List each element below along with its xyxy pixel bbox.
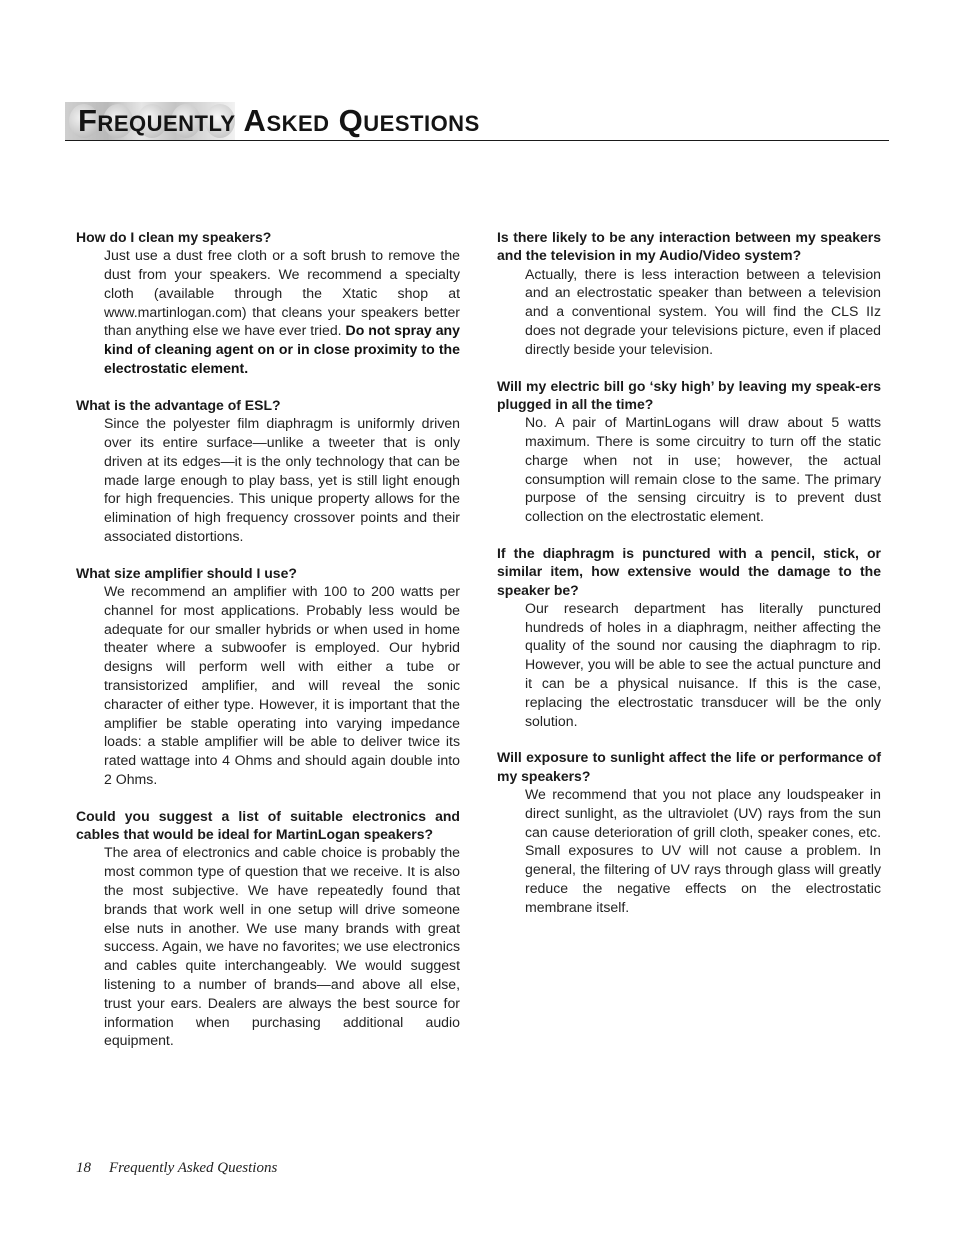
faq-answer: The area of electronics and cable choice is probably the most common type of question that we receive. It is also the most subjective. We have repeatedly found that brands that work well in one setup will drive someone else nuts in another. We use many brands with great success. Again, we have no favorites; we use electronics and cables quite interchangeably. We would suggest listening to a number of brands—and above all else, trust your ears. Dealers are always the best source for information when purchasing additional audio equipment.	[104, 844, 460, 1049]
page-header	[65, 102, 889, 141]
faq-question: If the diaphragm is punctured with a pencil, stick, or similar item, how extensive would the damage to the speaker be?	[497, 544, 881, 598]
faq-answer: Since the polyester film diaphragm is uniformly driven over its entire surface—unlike a tweeter that is only driven at its edges—it is the only technology that can be made large enough to play bass, yet is still light enough for high frequencies. This unique property allows for the elimination of high frequency crossover points and their associated distortions.	[104, 415, 460, 544]
faq-column-right	[497, 228, 881, 935]
faq-item	[76, 396, 460, 546]
faq-answer-text: Just use a dust free cloth or a soft brush to remove the dust from your speakers. We recommend a specialty cloth (available through the Xtatic shop at www.martinlogan.com) that cleans your speakers better than anything else we have ever tried.	[104, 247, 460, 339]
faq-item	[497, 748, 881, 916]
faq-answer: We recommend an amplifier with 100 to 200 watts per channel for most applications. Probably less would be adequate for our smaller hybrids or when used in home theater where a subwoofer is employed. Our hybrid designs will perform well with either a tube or transistorized amplifier, and will reveal the sonic character of either type. However, it is important that the amplifier be stable operating into varying impedance loads: a stable amplifier will be able to deliver twice its rated wattage into 4 Ohms and should again double into 2 Ohms.	[104, 583, 460, 788]
faq-answer-warning: Do not spray any kind of cleaning agent on or in close proximity to the electrostatic element.	[104, 322, 460, 377]
faq-item	[76, 807, 460, 1050]
faq-column-left	[76, 228, 460, 1068]
faq-item	[497, 228, 881, 359]
faq-question: Could you suggest a list of suitable electronics and cables that would be ideal for MartinLogan speakers?	[76, 807, 460, 843]
faq-question: What size amplifier should I use?	[76, 564, 297, 581]
page-footer	[76, 1160, 277, 1177]
faq-item	[76, 564, 460, 789]
footer-section-title: Frequently Asked Questions	[109, 1160, 278, 1176]
faq-question: Will my electric bill go ‘sky high’ by leaving my speak-ers plugged in all the time?	[497, 377, 881, 412]
faq-item	[497, 377, 881, 526]
faq-question: How do I clean my speakers?	[76, 229, 272, 245]
faq-answer: Our research department has literally punctured hundreds of holes in a diaphragm, neither affecting the quality of the sound nor causing the diaphragm to rip. However, you will be able to see the actual puncture and it can be a physical nuisance. If this is the case, replacing the electrostatic transducer will be the only solution.	[525, 599, 881, 729]
faq-answer: No. A pair of MartinLogans will draw about 5 watts maximum. There is some circuitry to turn off the static charge when not in use; however, the actual consumption will remain close to the same. The primary purpose of the sensing circuitry is to prevent dust collection on the electrostatic element.	[525, 414, 881, 525]
faq-answer	[104, 246, 460, 378]
faq-answer: We recommend that you not place any loudspeaker in direct sunlight, as the ultraviolet (UV) rays from the sun can cause deterioration of grill cloth, speaker cones, etc. Small exposures to UV will not cause a problem. In general, the filtering of UV rays through glass will greatly reduce the negative effects on the electrostatic membrane itself.	[525, 786, 881, 915]
faq-item	[76, 228, 460, 378]
faq-question: What is the advantage of ESL?	[76, 396, 281, 413]
page-title: Frequently Asked Questions	[78, 103, 480, 138]
faq-question: Will exposure to sunlight affect the life or performance of my speakers?	[497, 749, 881, 784]
faq-answer: Actually, there is less interaction between a television and an electrostatic speaker than between a television and a conventional system. You will find the CLS IIz does not degrade your televisions picture, even if placed directly beside your television.	[525, 265, 881, 357]
faq-item	[497, 544, 881, 730]
page-number: 18	[76, 1160, 91, 1176]
faq-question: Is there likely to be any interaction between my speakers and the television in my Audio/Video system?	[497, 229, 881, 264]
